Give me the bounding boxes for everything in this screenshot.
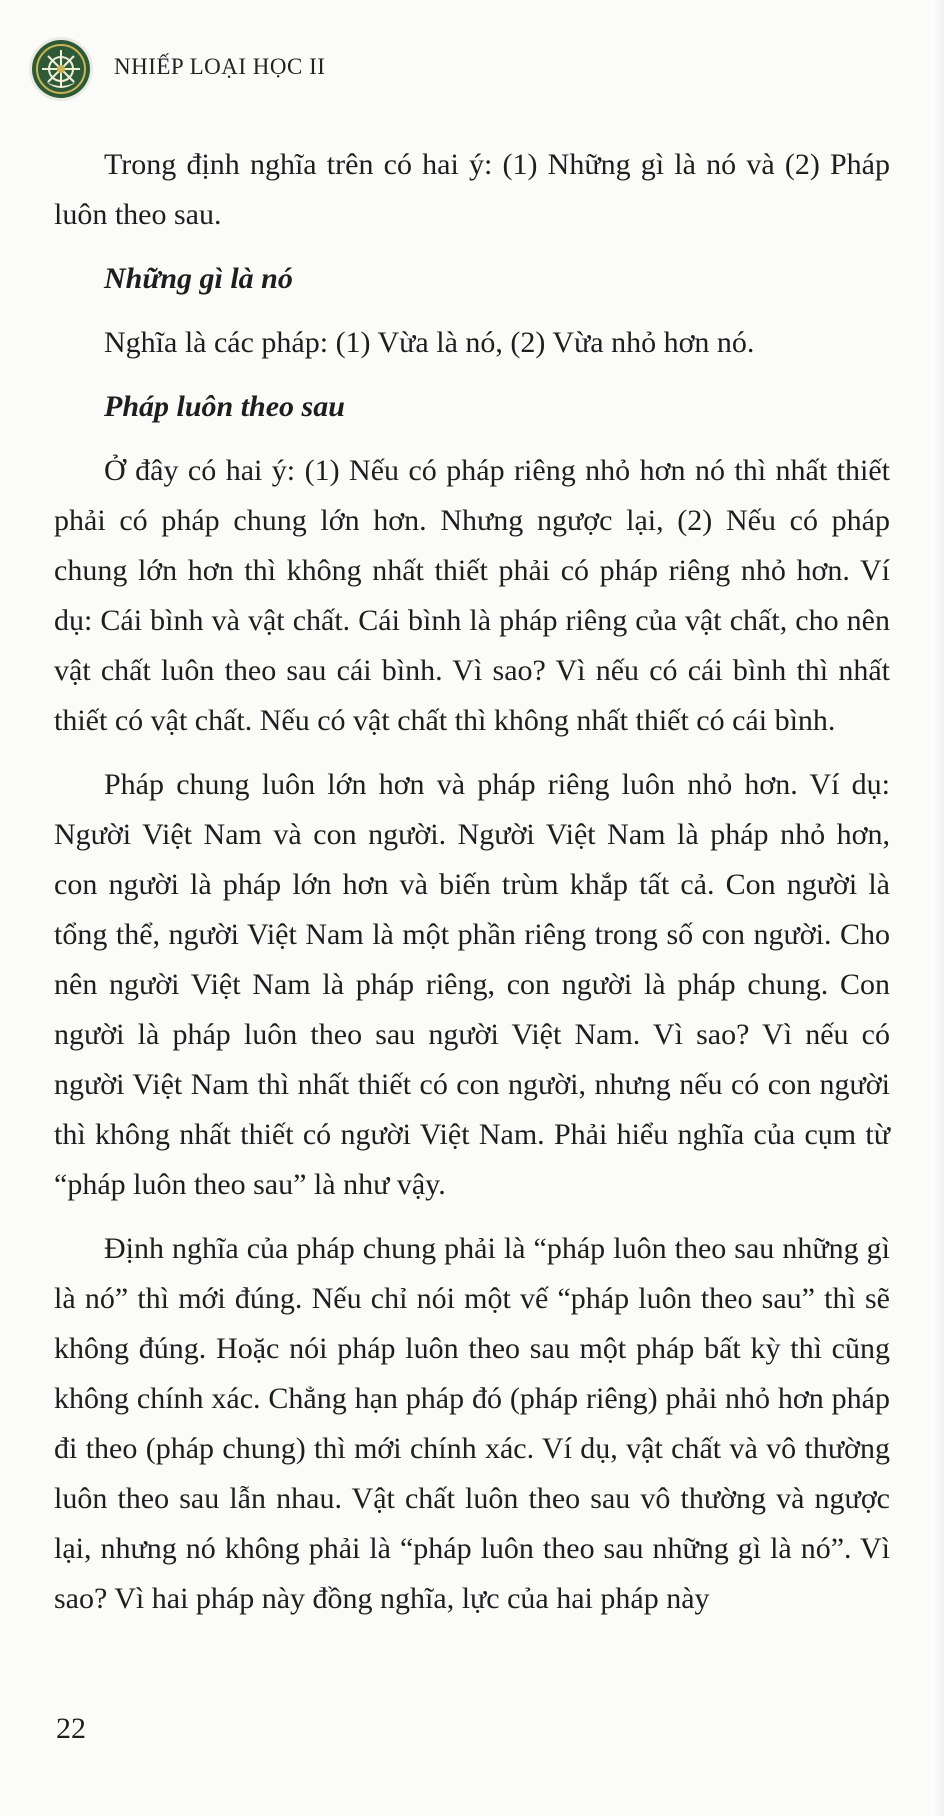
running-title: NHIẾP LOẠI HỌC II: [114, 54, 326, 79]
page-header: [28, 32, 628, 112]
dharma-wheel-logo-icon: [28, 36, 94, 102]
body-text: [54, 140, 890, 1624]
section-heading-1: Những gì là nó: [104, 262, 293, 295]
paragraph-2: Nghĩa là các pháp: (1) Vừa là nó, (2) Vừa nhỏ hơn nó.: [104, 326, 755, 359]
paragraph-1: Trong định nghĩa trên có hai ý: (1) Những gì là nó và (2) Pháp luôn theo sau.: [54, 148, 890, 231]
paragraph-4: Pháp chung luôn lớn hơn và pháp riêng luôn nhỏ hơn. Ví dụ: Người Việt Nam và con người. Người Việt Nam là pháp nhỏ hơn, con người là pháp lớn hơn và biến trùm khắp tất cả. Con người là tổng thể, người Việt Nam là một phần riêng trong số con người. Cho nên người Việt Nam là pháp riêng, con người là pháp chung. Con người là pháp luôn theo sau người Việt Nam. Vì sao? Vì nếu có người Việt Nam thì nhất thiết có con người, nhưng nếu có con người thì không nhất thiết có người Việt Nam. Phải hiểu nghĩa của cụm từ “pháp luôn theo sau” là như vậy.: [54, 768, 890, 1201]
paragraph-3: Ở đây có hai ý: (1) Nếu có pháp riêng nhỏ hơn nó thì nhất thiết phải có pháp chung lớn hơn. Nhưng ngược lại, (2) Nếu có pháp chung lớn hơn thì không nhất thiết phải có pháp riêng nhỏ hơn. Ví dụ: Cái bình và vật chất. Cái bình là pháp riêng của vật chất, cho nên vật chất luôn theo sau cái bình. Vì sao? Vì nếu có cái bình thì nhất thiết có vật chất. Nếu có vật chất thì không nhất thiết có cái bình.: [54, 454, 890, 737]
section-heading-2: Pháp luôn theo sau: [104, 390, 345, 423]
page-number: 22: [56, 1712, 86, 1745]
paragraph-5: Định nghĩa của pháp chung phải là “pháp luôn theo sau những gì là nó” thì mới đúng. Nếu chỉ nói một vế “pháp luôn theo sau” thì sẽ không đúng. Hoặc nói pháp luôn theo sau một pháp bất kỳ thì cũng không chính xác. Chẳng hạn pháp đó (pháp riêng) phải nhỏ hơn pháp đi theo (pháp chung) thì mới chính xác. Ví dụ, vật chất và vô thường luôn theo sau lẫn nhau. Vật chất luôn theo sau vô thường và ngược lại, nhưng nó không phải là “pháp luôn theo sau những gì là nó”. Vì sao? Vì hai pháp này đồng nghĩa, lực của hai pháp này: [54, 1232, 890, 1615]
page-edge-shadow: [930, 0, 944, 1816]
